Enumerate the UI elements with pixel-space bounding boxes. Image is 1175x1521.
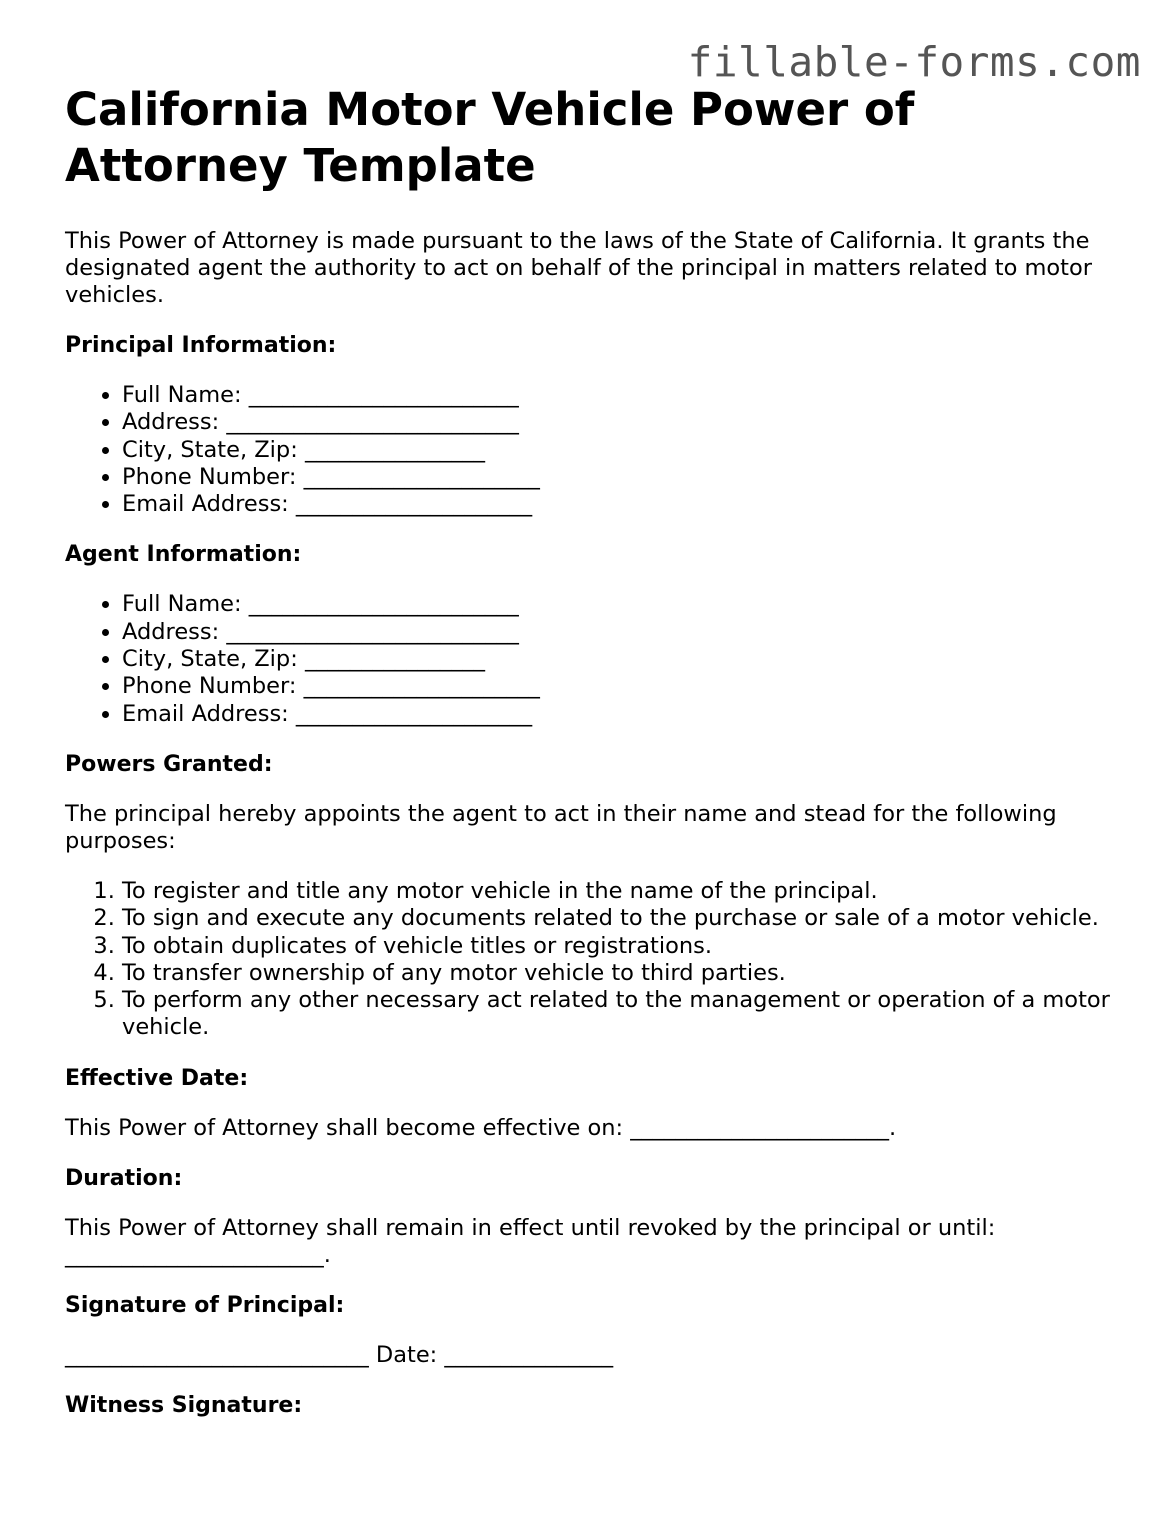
- powers-list: [65, 878, 1125, 1042]
- power-item: 3. To obtain duplicates of vehicle titles or registrations.: [122, 933, 1125, 960]
- effective-date-heading: Effective Date:: [65, 1065, 249, 1091]
- principal-email-field: • Email Address: _____________________: [122, 491, 1125, 518]
- agent-heading: Agent Information:: [65, 542, 302, 568]
- principal-city-state-zip-field: • City, State, Zip: ________________: [122, 437, 1125, 464]
- agent-field-list: [65, 591, 1125, 727]
- watermark: fillable-forms.com: [687, 38, 1141, 86]
- principal-field-list: [65, 382, 1125, 518]
- power-item: 4. To transfer ownership of any motor vehicle to third parties.: [122, 960, 1125, 987]
- power-item: 5. To perform any other necessary act related to the management or operation of a motor vehicle.: [122, 987, 1125, 1042]
- witness-signature-heading: Witness Signature:: [65, 1392, 303, 1418]
- document-title: California Motor Vehicle Power of Attorney Template: [65, 83, 915, 192]
- intro-paragraph: This Power of Attorney is made pursuant to the laws of the State of California. It grants the designated agent the authority to act on behalf of the principal in matters related to motor vehicles.: [65, 228, 1093, 308]
- power-item: 2. To sign and execute any documents related to the purchase or sale of a motor vehicle.: [122, 905, 1125, 932]
- principal-full-name-field: • Full Name: ________________________: [122, 382, 1125, 409]
- powers-intro: The principal hereby appoints the agent to act in their name and stead for the following purposes:: [65, 800, 1057, 854]
- duration-heading: Duration:: [65, 1165, 183, 1191]
- agent-full-name-field: • Full Name: ________________________: [122, 591, 1125, 618]
- power-item: 1. To register and title any motor vehicle in the name of the principal.: [122, 878, 1125, 905]
- powers-heading: Powers Granted:: [65, 751, 273, 777]
- agent-email-field: • Email Address: _____________________: [122, 701, 1125, 728]
- principal-signature-line: ___________________________ Date: _______________: [65, 1341, 614, 1368]
- principal-address-field: • Address: __________________________: [122, 409, 1125, 436]
- principal-heading: Principal Information:: [65, 333, 337, 358]
- effective-date-text: This Power of Attorney shall become effective on: _______________________.: [65, 1114, 897, 1141]
- principal-phone-field: • Phone Number: _____________________: [122, 464, 1125, 491]
- agent-phone-field: • Phone Number: _____________________: [122, 673, 1125, 700]
- agent-address-field: • Address: __________________________: [122, 619, 1125, 646]
- document-body: [65, 82, 1125, 1419]
- duration-text: This Power of Attorney shall remain in effect until revoked by the principal or until: _______________________.: [65, 1214, 996, 1268]
- principal-signature-heading: Signature of Principal:: [65, 1292, 345, 1318]
- agent-city-state-zip-field: • City, State, Zip: ________________: [122, 646, 1125, 673]
